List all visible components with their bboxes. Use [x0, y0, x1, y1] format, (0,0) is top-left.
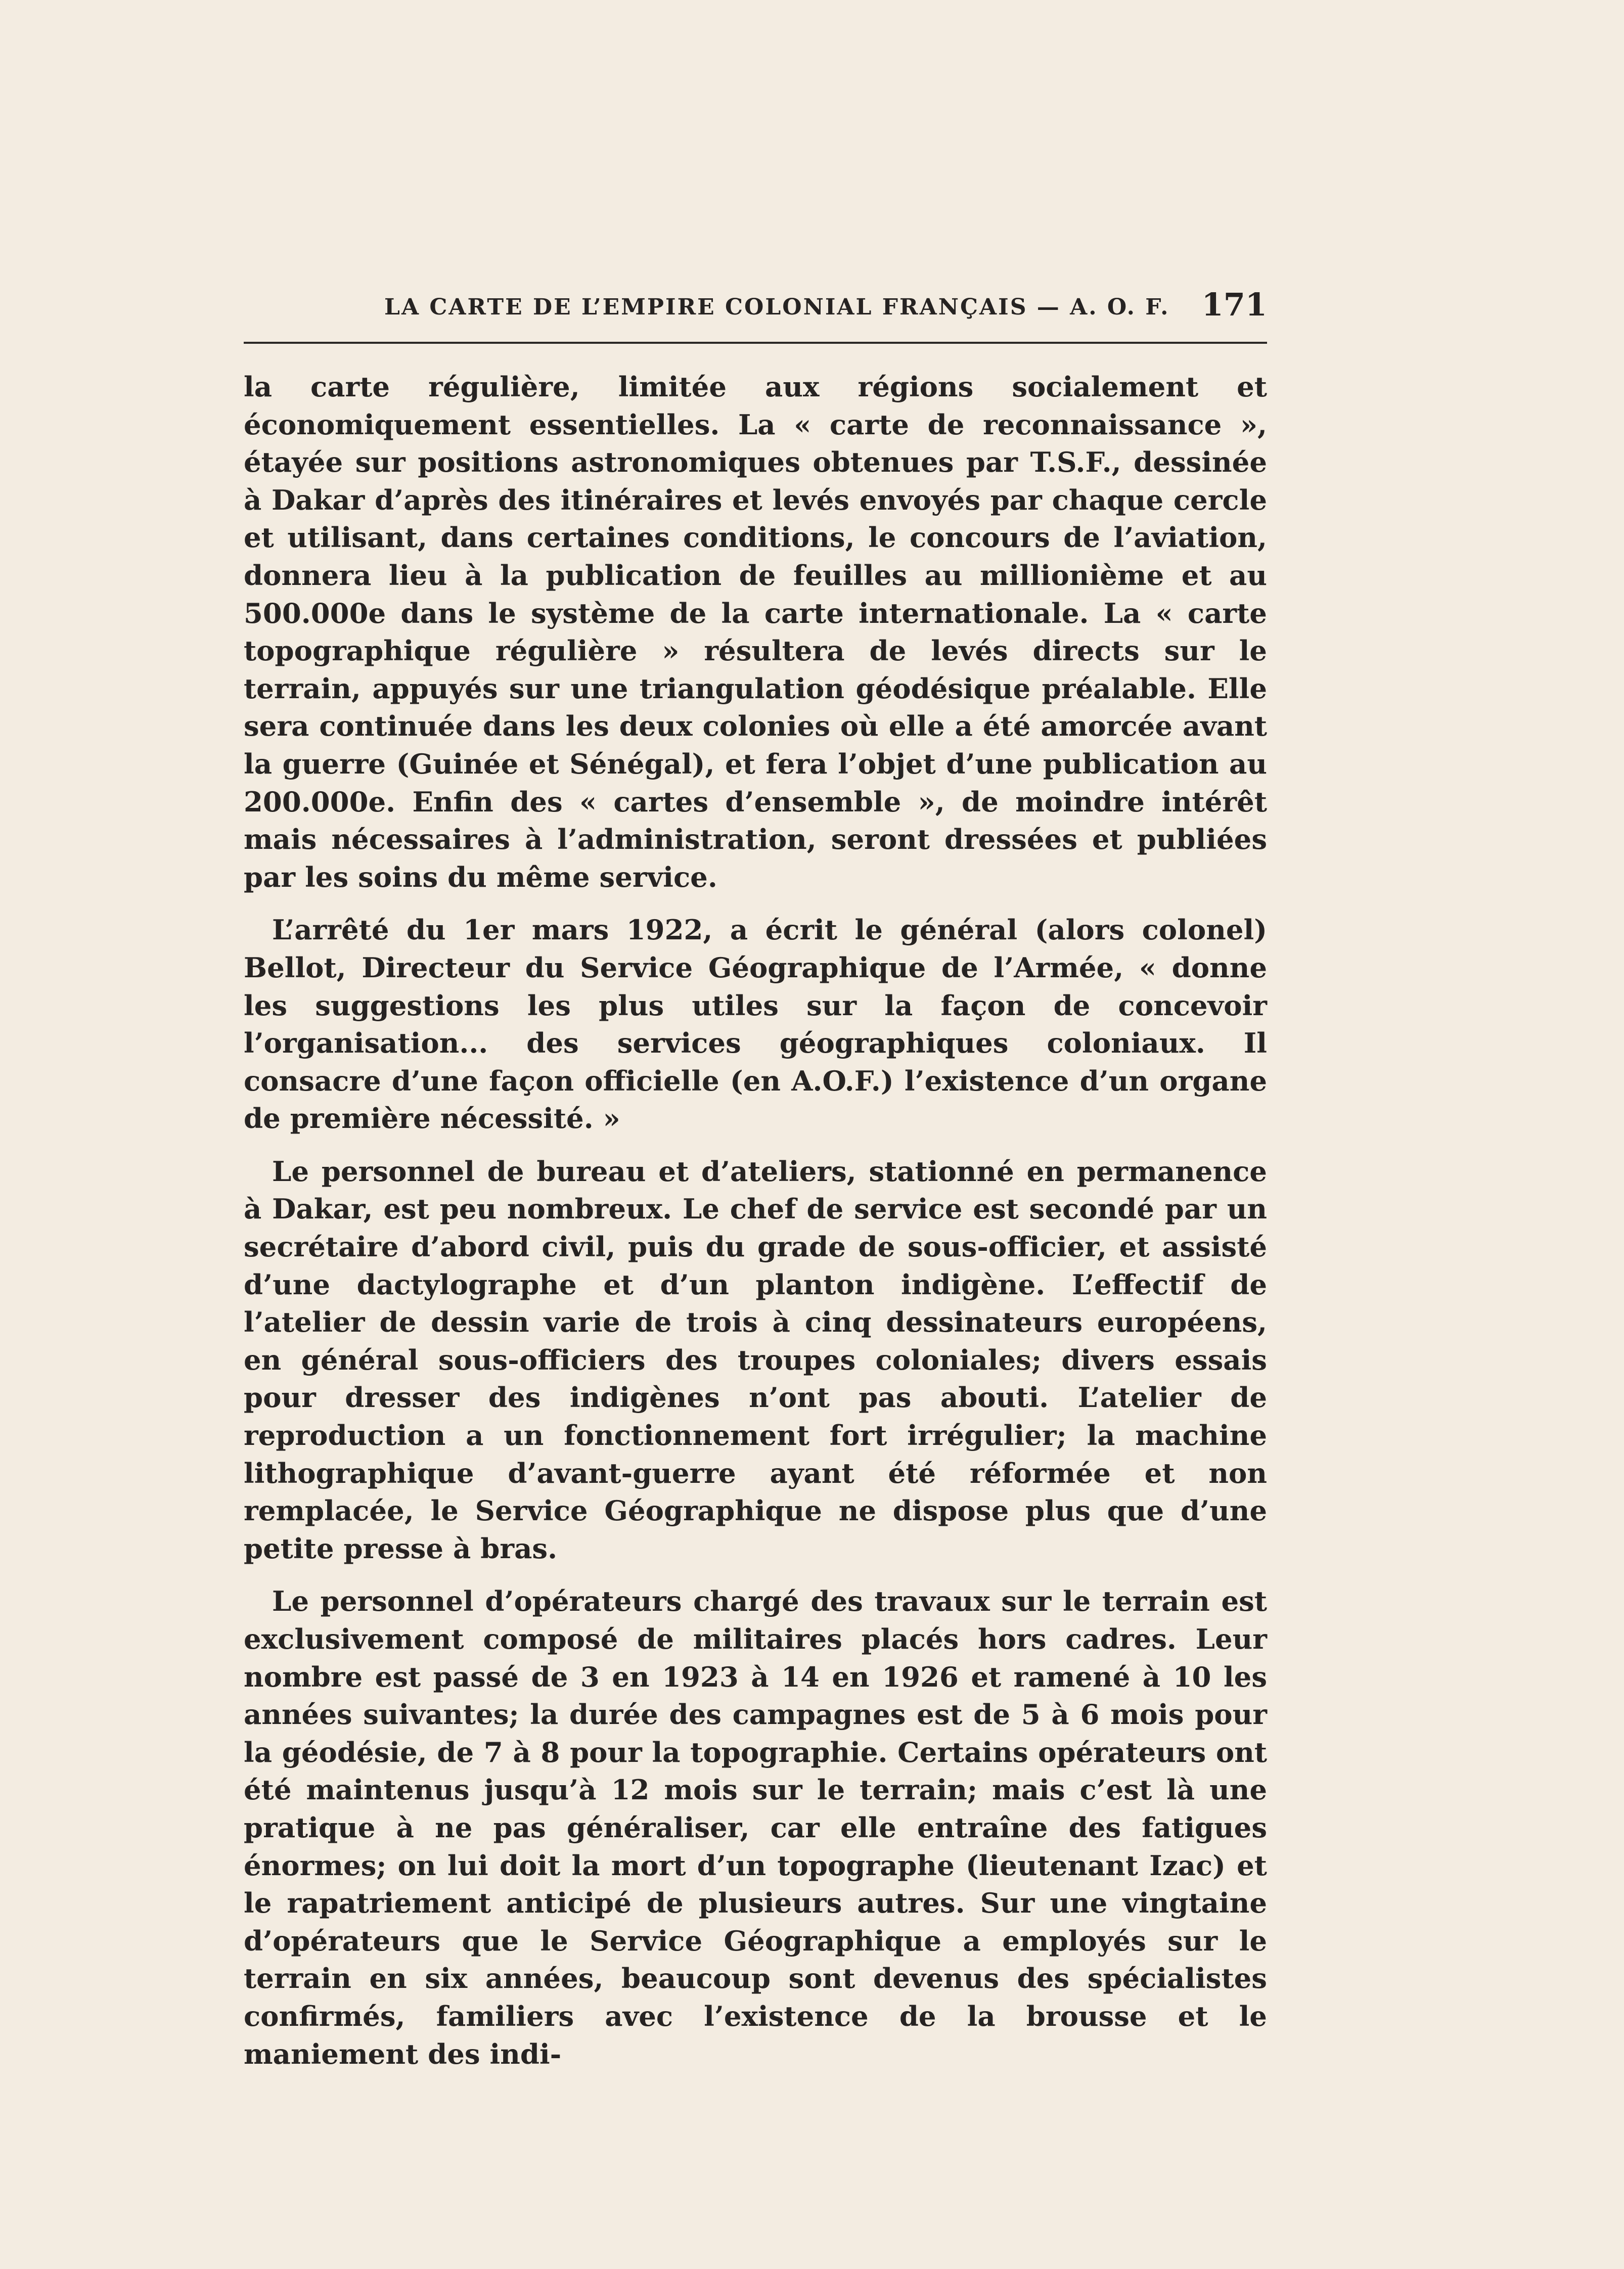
paragraph-2: L’arrêté du 1er mars 1922, a écrit le général (alors colonel) Bellot, Directeur du Service Géographique de l’Armée, « donne les suggestions les plus utiles sur la façon de concevoir l’organisation... des services géographiques coloniaux. Il consacre d’une façon officielle (en A.O.F.) l’existence d’un organe de première nécessité. »	[244, 914, 1267, 1135]
page-number: 171	[1201, 286, 1267, 323]
paragraph-1: la carte régulière, limitée aux régions socialement et économiquement essentielles. La « carte de reconnaissance », étayée sur positions astronomiques obtenues par T.S.F., dessinée à Dakar d’après des itinéraires et levés envoyés par chaque cercle et utilisant, dans certaines conditions, le concours de l’aviation, donnera lieu à la publication de feuilles au millionième et au 500.000e dans le système de la carte internationale. La « carte topographique régulière » résultera de levés directs sur le terrain, appuyés sur une triangulation géodésique préalable. Elle sera continuée dans les deux colonies où elle a été amorcée avant la guerre (Guinée et Sénégal), et fera l’objet d’une publication au 200.000e. Enfin des « cartes d’ensemble », de moindre intérêt mais nécessaires à l’administration, seront dressées et publiées par les soins du même service.	[244, 371, 1267, 893]
page-header	[244, 283, 1267, 334]
paragraph-3: Le personnel de bureau et d’ateliers, stationné en permanence à Dakar, est peu nombreux. Le chef de service est secondé par un secrétaire d’abord civil, puis du grade de sous-officier, et assisté d’une dactylographe et d’un planton indigène. L’effectif de l’atelier de dessin varie de trois à cinq dessinateurs européens, en général sous-officiers des troupes coloniales; divers essais pour dresser des indigènes n’ont pas abouti. L’atelier de reproduction a un fonctionnement fort irrégulier; la machine lithographique d’avant-guerre ayant été réformée et non remplacée, le Service Géographique ne dispose plus que d’une petite presse à bras.	[244, 1155, 1267, 1565]
paragraph-4: Le personnel d’opérateurs chargé des travaux sur le terrain est exclusivement composé de militaires placés hors cadres. Leur nombre est passé de 3 en 1923 à 14 en 1926 et ramené à 10 les années suivantes; la durée des campagnes est de 5 à 6 mois pour la géodésie, de 7 à 8 pour la topographie. Certains opérateurs ont été maintenus jusqu’à 12 mois sur le terrain; mais c’est là une pratique à ne pas généraliser, car elle entraîne des fatigues énormes; on lui doit la mort d’un topographe (lieutenant Izac) et le rapatriement anticipé de plusieurs autres. Sur une vingtaine d’opérateurs que le Service Géographique a employés sur le terrain en six années, beaucoup sont devenus des spécialistes confirmés, familiers avec l’existence de la brousse et le maniement des indi-	[244, 1585, 1267, 2070]
running-head: LA CARTE DE L’EMPIRE COLONIAL FRANÇAIS — A. O. F.	[384, 294, 1170, 320]
header-rule	[244, 342, 1267, 344]
body-text	[244, 368, 1267, 2073]
